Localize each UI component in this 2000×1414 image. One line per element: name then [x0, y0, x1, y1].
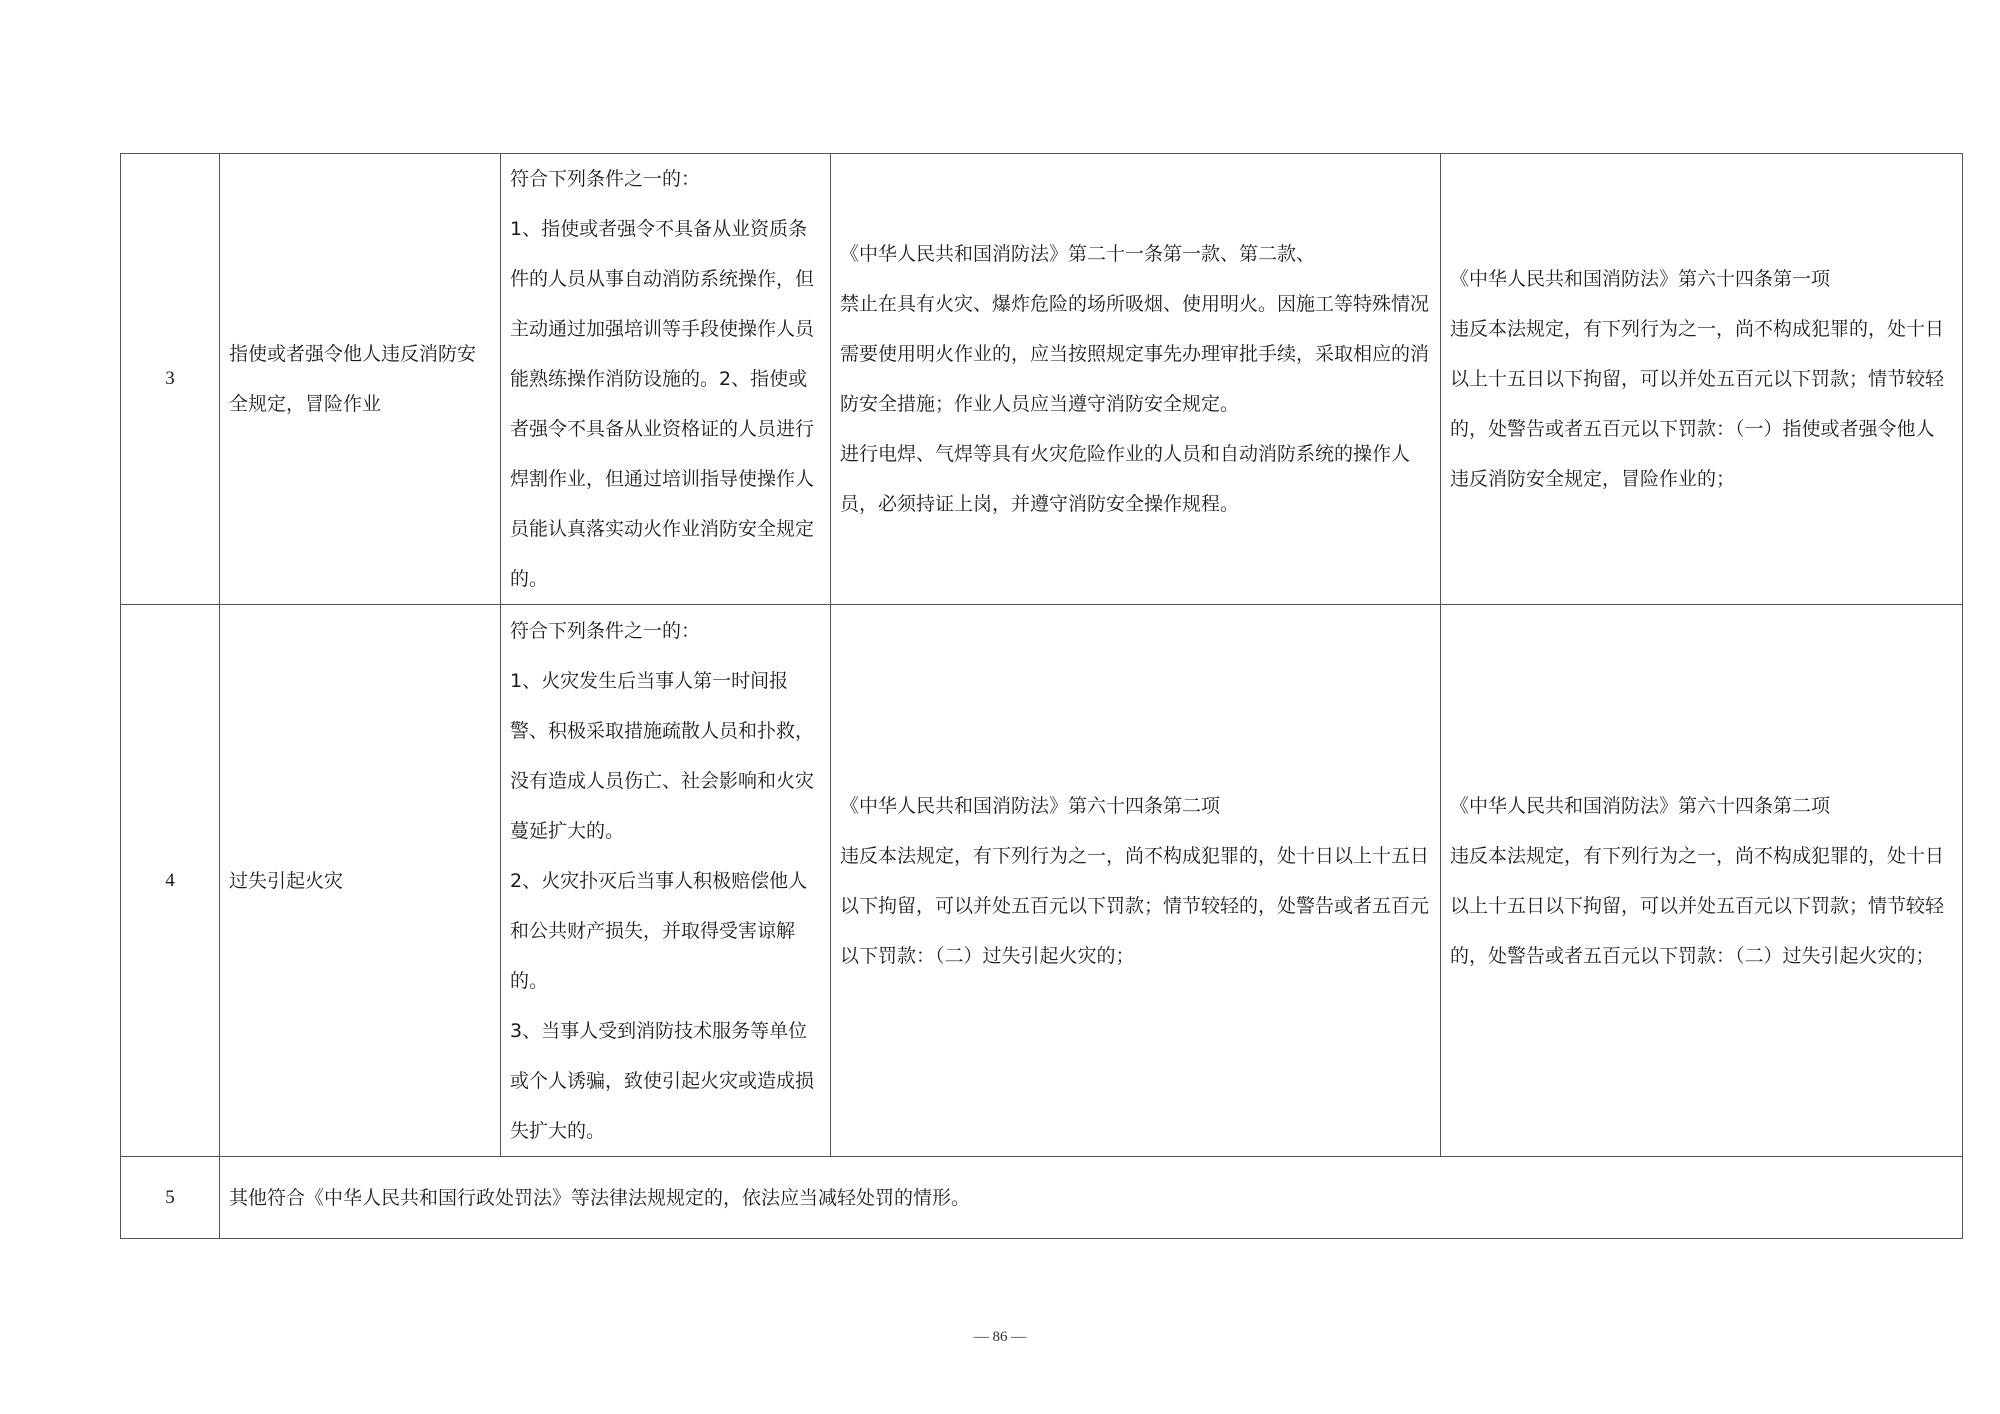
row-number: 4	[121, 605, 220, 1157]
penalty-basis	[1441, 154, 1963, 605]
penalty-line: 违反本法规定，有下列行为之一，尚不构成犯罪的，处十日以上十五日以下拘留，可以并处五百元以下罚款；情节较轻的，处警告或者五百元以下罚款：（二）过失引起火灾的；	[1450, 844, 1945, 967]
basis-line: 违反本法规定，有下列行为之一，尚不构成犯罪的，处十日以上十五日以下拘留，可以并处五百元以下罚款；情节较轻的，处警告或者五百元以下罚款：（二）过失引起火灾的；	[840, 844, 1430, 967]
basis-line: 禁止在具有火灾、爆炸危险的场所吸烟、使用明火。因施工等特殊情况需要使用明火作业的，应当按照规定事先办理审批手续，采取相应的消防安全措施；作业人员应当遵守消防安全规定。	[840, 293, 1430, 415]
mitigation-conditions	[501, 154, 831, 605]
violation-behavior: 指使或者强令他人违反消防安全规定，冒险作业	[220, 154, 501, 605]
row-number: 3	[121, 154, 220, 605]
legal-basis	[831, 605, 1441, 1157]
condition-line: 符合下列条件之一的：	[510, 619, 701, 642]
penalty-line: 《中华人民共和国消防法》第六十四条第二项	[1450, 794, 1831, 817]
page-number: — 86 —	[973, 1329, 1027, 1345]
legal-basis	[831, 154, 1441, 605]
condition-line: 符合下列条件之一的：	[510, 168, 701, 190]
table-row	[121, 605, 1963, 1157]
regulation-table	[120, 153, 1963, 1239]
table-row	[121, 154, 1963, 605]
condition-line: 2、火灾扑灭后当事人积极赔偿他人和公共财产损失，并取得受害谅解的。	[510, 869, 808, 992]
condition-line: 1、火灾发生后当事人第一时间报警、积极采取措施疏散人员和扑救，没有造成人员伤亡、社会影响和火灾蔓延扩大的。	[510, 669, 815, 842]
basis-line: 进行电焊、气焊等具有火灾危险作业的人员和自动消防系统的操作人员，必须持证上岗，并遵守消防安全操作规程。	[840, 443, 1411, 515]
penalty-line: 《中华人民共和国消防法》第六十四条第一项	[1450, 268, 1831, 290]
penalty-basis	[1441, 605, 1963, 1157]
other-circumstances: 其他符合《中华人民共和国行政处罚法》等法律法规规定的，依法应当减轻处罚的情形。	[220, 1157, 1963, 1239]
table-row	[121, 1157, 1963, 1239]
condition-line: 3、当事人受到消防技术服务等单位或个人诱骗，致使引起火灾或造成损失扩大的。	[510, 1019, 815, 1142]
violation-behavior: 过失引起火灾	[220, 605, 501, 1157]
mitigation-conditions	[501, 605, 831, 1157]
basis-line: 《中华人民共和国消防法》第二十一条第一款、第二款、	[840, 243, 1316, 265]
basis-line: 《中华人民共和国消防法》第六十四条第二项	[840, 794, 1221, 817]
row-number: 5	[121, 1157, 220, 1239]
condition-line: 1、指使或者强令不具备从业资质条件的人员从事自动消防系统操作，但主动通过加强培训等手段使操作人员能熟练操作消防设施的。2、指使或者强令不具备从业资格证的人员进行焊割作业，但通过培训指导使操作人员能认真落实动火作业消防安全规定的。	[510, 218, 815, 590]
penalty-line: 违反本法规定，有下列行为之一，尚不构成犯罪的，处十日以上十五日以下拘留，可以并处五百元以下罚款；情节较轻的，处警告或者五百元以下罚款：（一）指使或者强令他人违反消防安全规定，冒险作业的；	[1450, 318, 1945, 490]
